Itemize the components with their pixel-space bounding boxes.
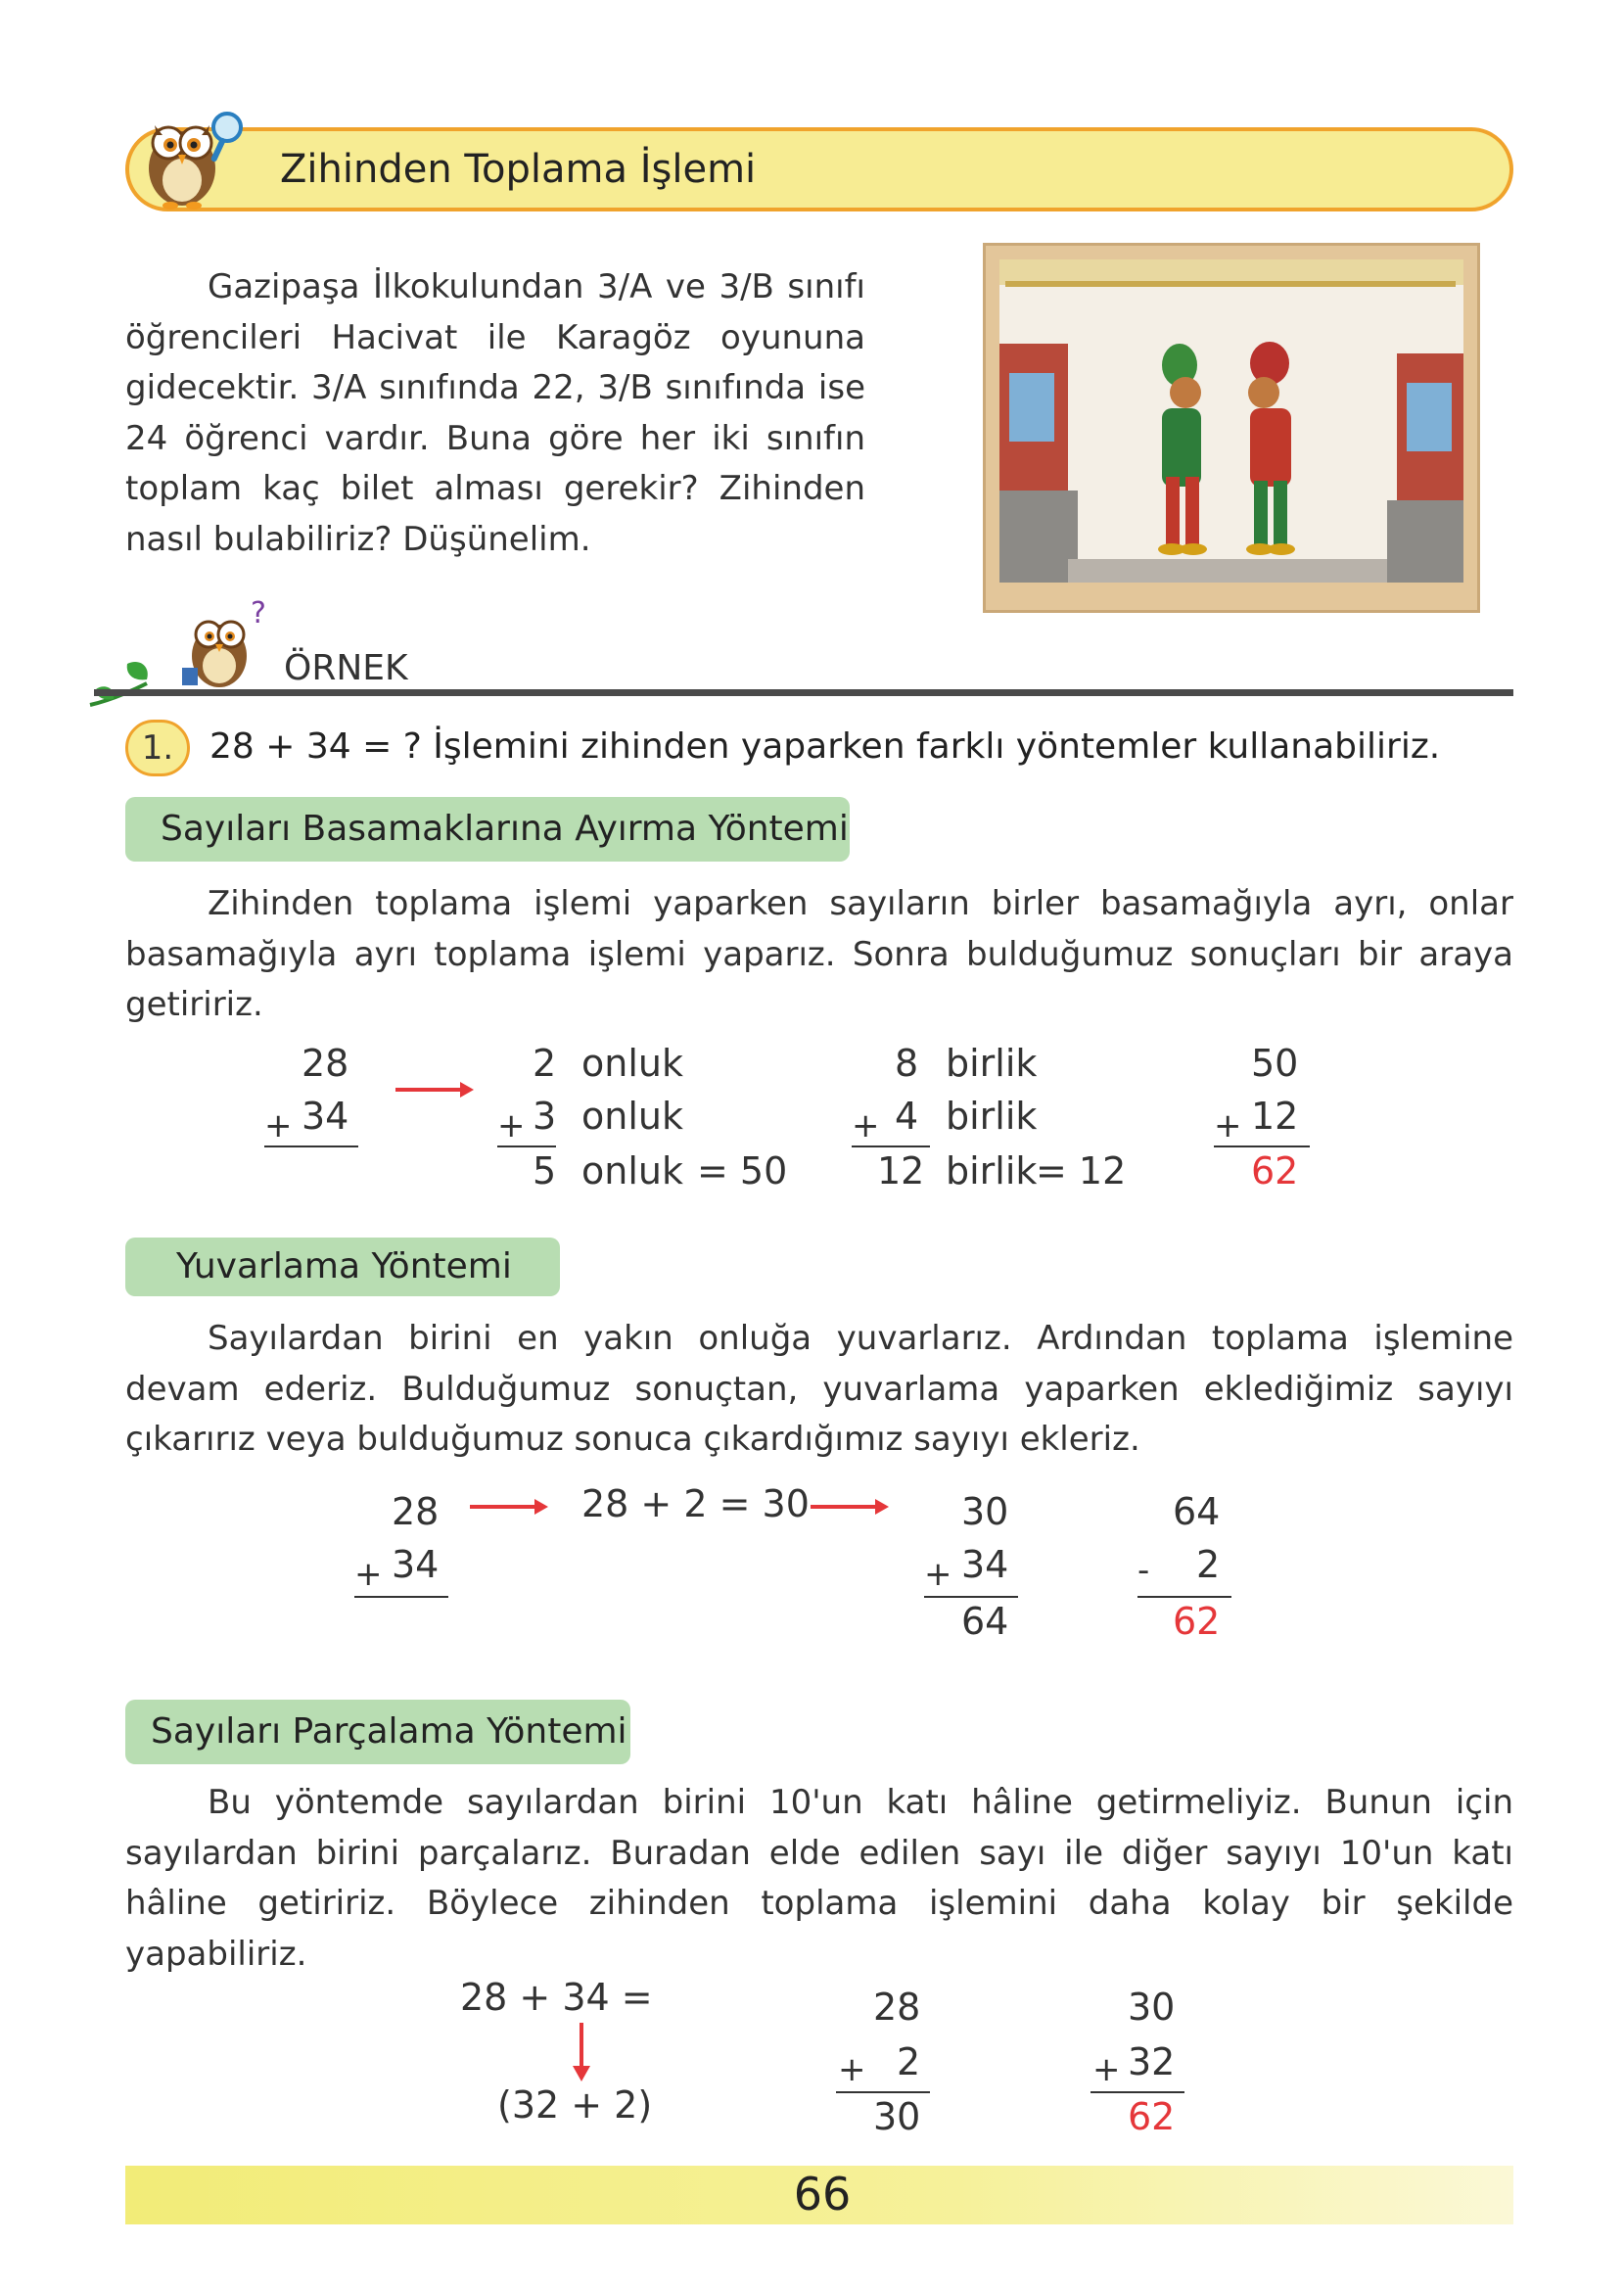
m2-col3-rule xyxy=(924,1596,1018,1598)
m2-col3-bottom: 34 xyxy=(961,1543,1009,1586)
shadow-theater-illustration xyxy=(983,243,1480,613)
m3-col2-result: 30 xyxy=(873,2095,921,2138)
arrow-right-icon xyxy=(394,1079,476,1100)
m1-col1-plus: + xyxy=(264,1106,293,1146)
example-label: ÖRNEK xyxy=(284,648,408,688)
method2-text: Sayılardan birini en yakın onluğa yuvarlarız. Ardından toplama işlemine devam ederiz. Bulduğumuz sonuçtan, yuvarlama yaparken eklediğimiz sayıyı çıkarırız veya bulduğumuz sonuca çıkardığımız sayıyı ekleriz. xyxy=(125,1319,1513,1459)
m3-col3-bottom: 32 xyxy=(1128,2040,1176,2083)
m1-col2-res-unit: onluk xyxy=(581,1149,683,1192)
m3-col2-rule xyxy=(836,2091,930,2093)
question-text: 28 + 34 = ? İşlemini zihinden yaparken farklı yöntemler kullanabiliriz. xyxy=(209,726,1441,767)
method3-paragraph xyxy=(125,1778,1513,1980)
m1-col2-res-suffix: = 50 xyxy=(697,1149,788,1192)
m2-col4-result: 62 xyxy=(1173,1600,1221,1643)
m1-col3-res: 12 xyxy=(877,1149,925,1192)
method2-title: Yuvarlama Yöntemi xyxy=(125,1238,560,1296)
m3-col3-plus: + xyxy=(1092,2050,1121,2089)
m2-col3-top: 30 xyxy=(961,1490,1009,1533)
method2-paragraph xyxy=(125,1314,1513,1466)
m1-col3-top-unit: birlik xyxy=(946,1042,1038,1085)
m1-col2-rule xyxy=(497,1146,556,1147)
question-number-badge: 1. xyxy=(125,720,190,776)
m1-col2-top-unit: onluk xyxy=(581,1042,683,1085)
m1-col4-top: 50 xyxy=(1251,1042,1299,1085)
arrow-right-icon xyxy=(809,1496,891,1518)
m1-col3-res-unit: birlik xyxy=(946,1149,1038,1192)
intro-paragraph xyxy=(125,262,865,565)
owl-magnifier-icon xyxy=(127,96,245,213)
m1-col2-mid-unit: onluk xyxy=(581,1095,683,1138)
m1-col1-rule xyxy=(264,1146,358,1147)
m1-col3-mid-unit: birlik xyxy=(946,1095,1038,1138)
arrow-right-icon xyxy=(468,1496,550,1518)
method3-text: Bu yöntemde sayılardan birini 10'un katı hâline getirmeliyiz. Bunun için sayılardan birini parçalarız. Buradan elde edilen sayı ile diğer sayıyı 10'un katı hâline getiririz. Böylece zihinden toplama işlemini daha kolay bir şekilde yapabiliriz. xyxy=(125,1783,1513,1974)
m3-col3-rule xyxy=(1090,2091,1184,2093)
page-number: 66 xyxy=(793,2168,852,2221)
m1-col4-result: 62 xyxy=(1251,1149,1299,1192)
m1-col2-res: 5 xyxy=(533,1149,557,1192)
leaf-icon xyxy=(88,654,166,711)
m1-col3-plus: + xyxy=(852,1106,880,1146)
method3-title: Sayıları Parçalama Yöntemi xyxy=(125,1700,630,1764)
svg-text:?: ? xyxy=(251,596,266,631)
m1-col2-mid: 3 xyxy=(533,1095,557,1138)
section-divider xyxy=(94,689,1513,696)
m2-col3-plus: + xyxy=(924,1555,952,1594)
m2-col1-bottom: 34 xyxy=(392,1543,440,1586)
m2-col1-rule xyxy=(354,1596,448,1598)
m1-col4-rule xyxy=(1214,1146,1310,1147)
m1-col3-top: 8 xyxy=(895,1042,919,1085)
m1-col3-mid: 4 xyxy=(895,1095,919,1138)
m1-col2-plus: + xyxy=(497,1106,526,1146)
shadow-theater-image xyxy=(986,246,1477,610)
owl-question-icon xyxy=(176,595,274,693)
page-title: Zihinden Toplama İşlemi xyxy=(280,147,757,192)
m1-col2-top: 2 xyxy=(533,1042,557,1085)
m2-middle-expr: 28 + 2 = 30 xyxy=(581,1482,810,1525)
m1-col1-bottom: 34 xyxy=(302,1095,349,1138)
m2-col4-top: 64 xyxy=(1173,1490,1221,1533)
m3-col3-top: 30 xyxy=(1128,1986,1176,2029)
method1-title: Sayıları Basamaklarına Ayırma Yöntemi xyxy=(125,797,850,862)
m2-col4-rule xyxy=(1137,1596,1231,1598)
method1-text: Zihinden toplama işlemi yaparken sayıların birler basamağıyla ayrı, onlar basamağıyla ayrı toplama işlemi yaparız. Sonra bulduğumuz sonuçları bir araya getiririz. xyxy=(125,884,1513,1024)
m3-split: (32 + 2) xyxy=(497,2083,653,2127)
m2-col1-top: 28 xyxy=(392,1490,440,1533)
m3-col3-result: 62 xyxy=(1128,2095,1176,2138)
m1-col4-bottom: 12 xyxy=(1251,1095,1299,1138)
m3-col2-plus: + xyxy=(838,2050,866,2089)
m3-col2-bottom: 2 xyxy=(897,2040,921,2083)
method1-paragraph xyxy=(125,879,1513,1031)
m1-col1-top: 28 xyxy=(302,1042,349,1085)
m3-col2-top: 28 xyxy=(873,1986,921,2029)
m2-col4-minus: - xyxy=(1137,1551,1150,1590)
m3-expression: 28 + 34 = xyxy=(460,1976,653,2019)
m2-col1-plus: + xyxy=(354,1555,383,1594)
m2-col4-bottom: 2 xyxy=(1196,1543,1221,1586)
m1-col3-res-suffix: = 12 xyxy=(1036,1149,1127,1192)
m1-col4-plus: + xyxy=(1214,1106,1242,1146)
m1-col3-rule xyxy=(852,1146,930,1147)
m2-col3-result: 64 xyxy=(961,1600,1009,1643)
intro-text: Gazipaşa İlkokulundan 3/A ve 3/B sınıfı öğrencileri Hacivat ile Karagöz oyununa gidecektir. 3/A sınıfında 22, 3/B sınıfında ise 24 öğrenci vardır. Buna göre her iki sınıfın toplam kaç bilet alması gerekir? Zihinden nasıl bulabiliriz? Düşünelim. xyxy=(125,267,865,559)
arrow-down-icon xyxy=(570,2021,593,2083)
